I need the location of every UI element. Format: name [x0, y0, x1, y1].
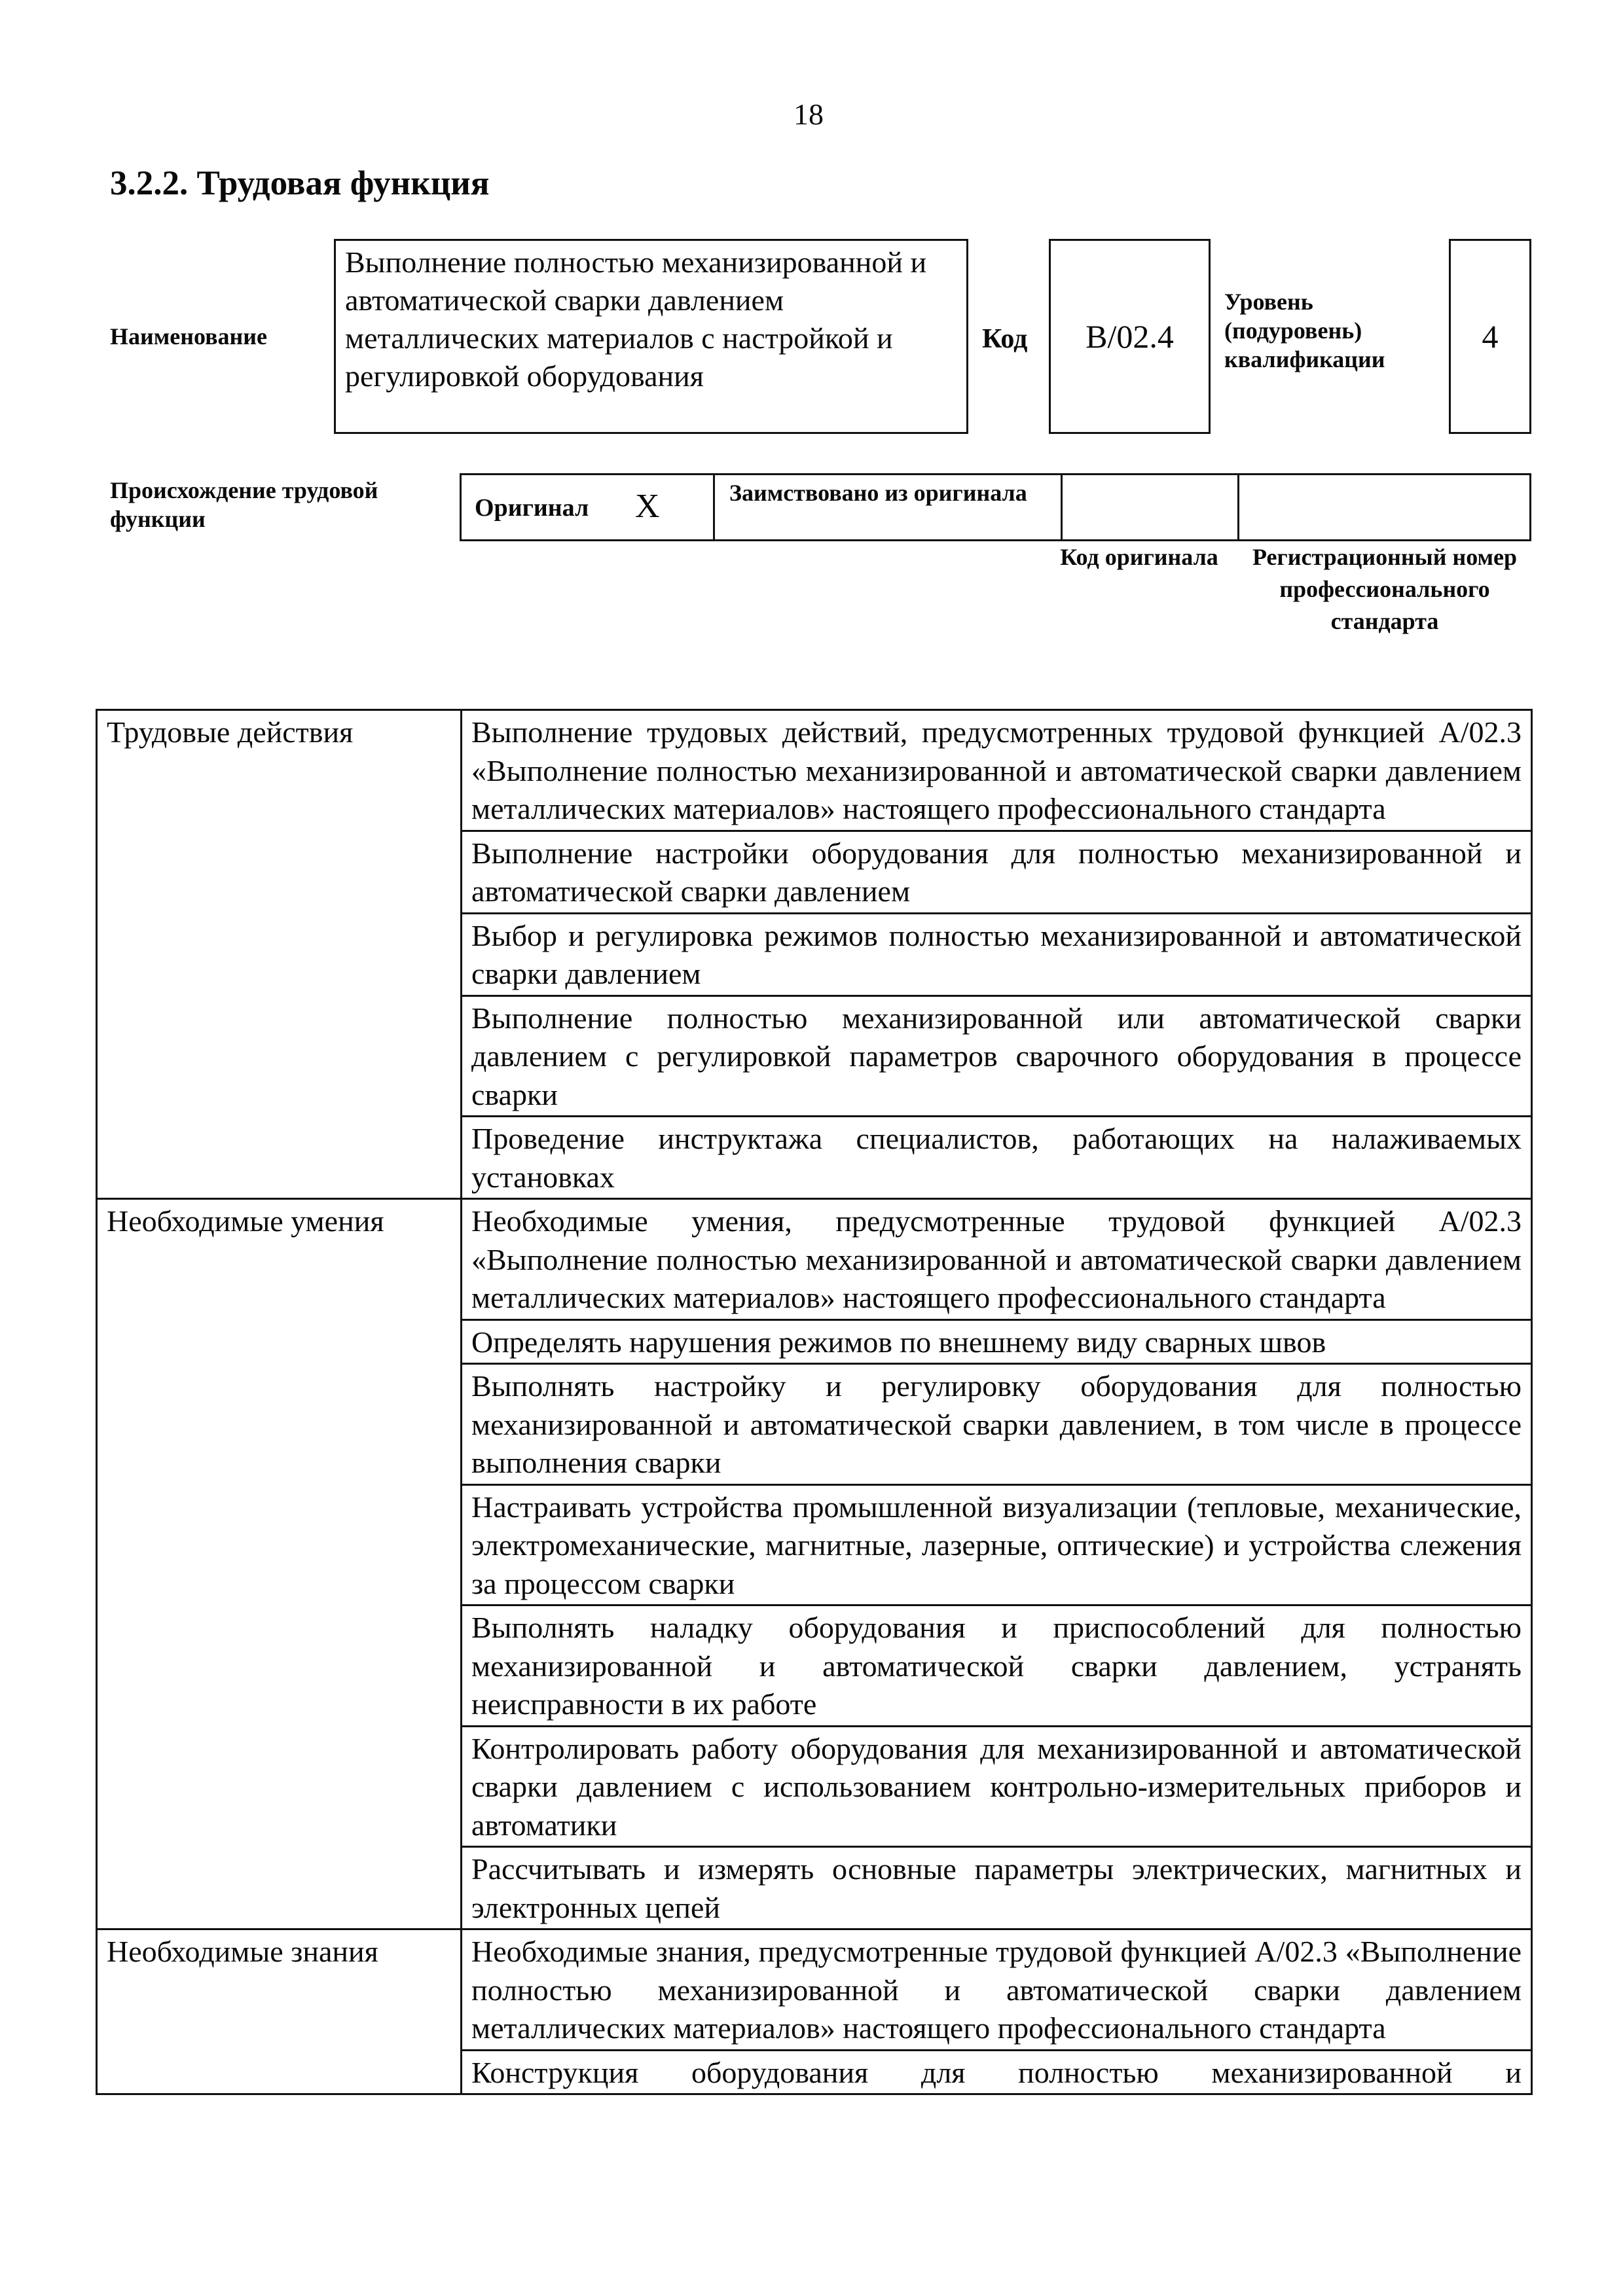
- table-cell: Конструкция оборудования для полностью механизированной и: [462, 2050, 1532, 2094]
- section-heading: Необходимые умения: [97, 1199, 462, 1929]
- table-cell: Выбор и регулировка режимов полностью механизированной и автоматической сварки давлением: [462, 913, 1532, 996]
- caption-original-code: Код оригинала: [1060, 544, 1218, 570]
- level-box: [1449, 239, 1531, 434]
- section-heading: Необходимые знания: [97, 1929, 462, 2094]
- origin-row: [460, 473, 1531, 541]
- table-cell: Рассчитывать и измерять основные параметры электрических, магнитных и электронных цепей: [462, 1847, 1532, 1929]
- table-row: [97, 1199, 1532, 1320]
- table-row: [97, 1929, 1532, 2051]
- borrowed-label: Заимствовано из оригинала: [729, 480, 1027, 506]
- table-cell: Необходимые знания, предусмотренные трудовой функцией А/02.3 «Выполнение полностью механизированной и автоматической сварки давлением металлических материалов» настоящего профессионального стандарта: [462, 1929, 1532, 2051]
- origin-reg-number-cell: [1239, 475, 1529, 539]
- section-heading: Трудовые действия: [97, 710, 462, 1199]
- page-number: 18: [793, 98, 824, 131]
- origin-original-cell: [462, 475, 715, 539]
- table-cell: Выполнение трудовых действий, предусмотренных трудовой функцией А/02.3 «Выполнение полностью механизированной и автоматической сварки давлением металлических материалов» настоящего профессионального стандарта: [462, 710, 1532, 831]
- function-name-box: [334, 239, 968, 434]
- code-value: B/02.4: [1085, 318, 1174, 355]
- table-cell: Проведение инструктажа специалистов, работающих на налаживаемых установках: [462, 1117, 1532, 1199]
- table-cell: Контролировать работу оборудования для механизированной и автоматической сварки давлением с использованием контрольно-измерительных приборов и автоматики: [462, 1726, 1532, 1847]
- table-row: [97, 710, 1532, 831]
- table-cell: Настраивать устройства промышленной визуализации (тепловые, механические, электромеханические, магнитные, лазерные, оптические) и устройства слежения за процессом сварки: [462, 1484, 1532, 1605]
- name-label: Наименование: [110, 323, 267, 350]
- level-label: Уровень (подуровень) квалификации: [1224, 289, 1385, 372]
- origin-borrowed-cell: [715, 475, 1063, 539]
- table-cell: Необходимые умения, предусмотренные трудовой функцией А/02.3 «Выполнение полностью механизированной и автоматической сварки давлением металлических материалов» настоящего профессионального стандарта: [462, 1199, 1532, 1320]
- table-cell: Определять нарушения режимов по внешнему виду сварных швов: [462, 1319, 1532, 1364]
- original-mark: X: [635, 488, 660, 525]
- table-cell: Выполнять настройку и регулировку оборудования для полностью механизированной и автоматической сварки давлением, в том числе в процессе выполнения сварки: [462, 1364, 1532, 1485]
- code-box: [1049, 239, 1211, 434]
- level-value: 4: [1482, 318, 1499, 355]
- function-details-table: [96, 709, 1533, 2095]
- original-label: Оригинал: [475, 494, 589, 522]
- table-cell: Выполнение полностью механизированной или автоматической сварки давлением с регулировкой параметров сварочного оборудования в процессе сварки: [462, 996, 1532, 1117]
- section-title: 3.2.2. Трудовая функция: [110, 164, 490, 202]
- origin-code-cell: [1063, 475, 1239, 539]
- table-cell: Выполнять наладку оборудования и приспособлений для полностью механизированной и автоматической сварки давлением, устранять неисправности в их работе: [462, 1605, 1532, 1727]
- origin-label: Происхождение трудовой функции: [110, 477, 378, 532]
- function-name-value: Выполнение полностью механизированной и автоматической сварки давлением металлических материалов с настройкой и регулировкой оборудования: [345, 245, 927, 393]
- table-cell: Выполнение настройки оборудования для полностью механизированной и автоматической сварки давлением: [462, 831, 1532, 913]
- code-label: Код: [982, 324, 1028, 354]
- caption-registration-number: Регистрационный номер профессионального стандарта: [1252, 544, 1518, 634]
